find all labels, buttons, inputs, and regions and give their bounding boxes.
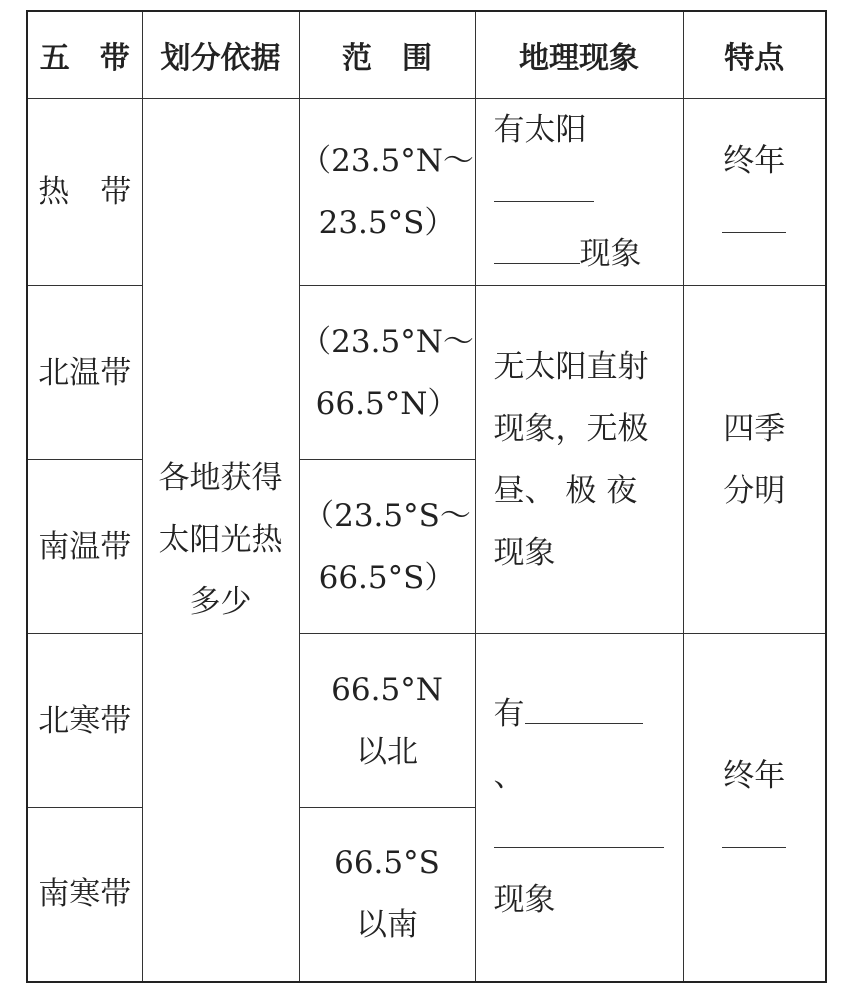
feature-frigid-line-2 <box>684 807 826 869</box>
table-row-tropical <box>27 99 826 286</box>
feature-frigid <box>683 634 826 982</box>
range-south-frigid-line-2: 以南 <box>356 907 418 944</box>
phenomenon-temperate-line-4: 现象 <box>493 534 556 571</box>
basis-line-3: 多少 <box>189 583 252 620</box>
phenomenon-tropical <box>475 99 683 286</box>
header-feature: 特点 <box>683 11 826 99</box>
zone-name-north-frigid: 北寒带 <box>27 634 142 808</box>
feature-frigid-text: 终年 <box>723 758 786 795</box>
phenomenon-temperate-line-1: 无太阳直射 <box>493 348 649 385</box>
phenomenon-frigid-prefix: 有 <box>493 696 525 733</box>
range-north-temperate-line-1: （23.5°N～ <box>300 323 474 360</box>
basis-line-1: 各地获得 <box>158 459 283 496</box>
zone-name-south-temperate: 南温带 <box>27 460 142 634</box>
range-south-temperate-line-1: （23.5°S～ <box>303 497 471 534</box>
phenomenon-temperate <box>475 286 683 634</box>
range-north-temperate-line-2: 66.5°N） <box>315 385 459 422</box>
header-row <box>27 11 826 99</box>
basis-cell <box>142 99 299 982</box>
phenomenon-frigid-line-1 <box>494 683 671 807</box>
header-phenomenon: 地理现象 <box>475 11 683 99</box>
phenomenon-frigid-separator: 、 <box>493 758 525 795</box>
header-zone: 五 带 <box>27 11 142 99</box>
phenomenon-temperate-line-2: 现象，无极 <box>493 410 649 447</box>
phenomenon-frigid-line-2 <box>494 807 671 869</box>
feature-temperate-line-2: 分明 <box>723 472 786 509</box>
fill-blank-tropical-1[interactable] <box>494 171 594 202</box>
feature-temperate-line-1: 四季 <box>723 410 786 447</box>
fill-blank-frigid-feature[interactable] <box>722 817 786 848</box>
phenomenon-tropical-line-1 <box>494 99 671 223</box>
phenomenon-frigid <box>475 634 683 982</box>
fill-blank-tropical-2[interactable] <box>494 233 580 264</box>
feature-temperate <box>683 286 826 634</box>
phenomenon-tropical-line-2 <box>494 223 671 285</box>
phenomenon-tropical-prefix: 有太阳 <box>493 112 587 148</box>
range-south-temperate-line-2: 66.5°S） <box>318 559 456 596</box>
range-south-frigid <box>299 808 475 982</box>
fill-blank-frigid-1[interactable] <box>525 693 643 724</box>
phenomenon-frigid-line-3: 现象 <box>493 882 556 919</box>
range-north-frigid-line-2: 以北 <box>356 733 418 770</box>
header-basis: 划分依据 <box>142 11 299 99</box>
feature-tropical-text: 终年 <box>723 143 786 179</box>
range-north-frigid <box>299 634 475 808</box>
fill-blank-tropical-feature[interactable] <box>722 202 786 233</box>
feature-tropical <box>683 99 826 286</box>
range-south-temperate <box>299 460 475 634</box>
zone-name-north-temperate: 北温带 <box>27 286 142 460</box>
range-north-frigid-line-1: 66.5°N <box>331 671 443 708</box>
zone-name-tropical: 热 带 <box>27 99 142 286</box>
zone-name-south-frigid: 南寒带 <box>27 808 142 982</box>
header-range: 范 围 <box>299 11 475 99</box>
range-tropical-line-2: 23.5°S） <box>318 205 456 241</box>
fill-blank-frigid-2[interactable] <box>494 817 664 848</box>
phenomenon-tropical-suffix: 现象 <box>579 236 642 272</box>
range-tropical <box>299 99 475 286</box>
feature-tropical-line-2 <box>684 192 826 254</box>
basis-line-2: 太阳光热 <box>158 521 283 558</box>
phenomenon-temperate-line-3: 昼、 极 夜 <box>493 472 638 509</box>
range-tropical-line-1: （23.5°N～ <box>300 143 474 179</box>
range-north-temperate <box>299 286 475 460</box>
range-south-frigid-line-1: 66.5°S <box>334 845 440 882</box>
five-zones-table <box>26 10 827 983</box>
